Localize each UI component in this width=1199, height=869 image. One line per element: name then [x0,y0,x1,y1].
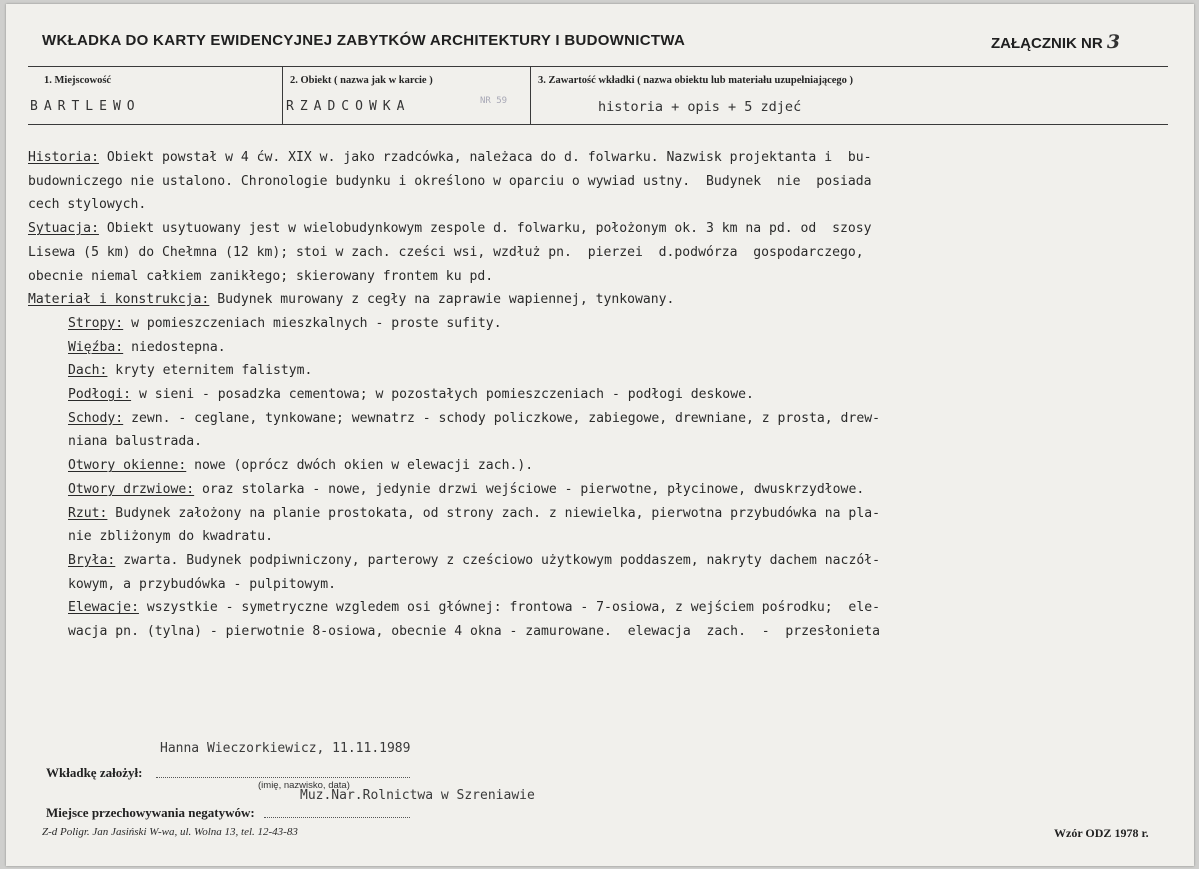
header-rule-top [28,66,1168,67]
section-label: Dach: [68,363,108,379]
annex-number-value: 3 [1106,31,1121,53]
section-text: Budynek założony na planie prostokata, od strony zach. z niewielka, pierwotna przybudówka na pla- [107,505,880,521]
section-label: Otwory drzwiowe: [68,481,195,497]
locality-value: BARTLEWO [30,99,141,114]
section-label: Więźba: [68,339,124,355]
negatives-dotted-line [264,817,410,818]
section-text: niedostepna. [123,339,226,355]
section-text: wacja pn. (tylna) - pierwotnie 8-osiowa, obecnie 4 okna - zamurowane. elewacja zach. - przesłonieta [68,624,880,639]
body-line [28,245,864,260]
header-rule-bottom [28,124,1168,125]
body-line [68,529,273,544]
section-label: Otwory okienne: [68,458,187,474]
body-line [68,600,880,615]
object-label: 2. Obiekt ( nazwa jak w karcie ) [290,75,433,86]
founded-label: Wkładkę założył: [46,765,143,780]
section-text: obecnie niemal całkiem zanikłego; skierowany frontem ku pd. [28,268,494,284]
section-text: nie zbliżonym do kwadratu. [68,529,273,545]
section-label: Schody: [68,410,124,426]
section-label: Sytuacja: [28,221,99,237]
section-label: Rzut: [68,505,108,521]
form-title: WKŁADKA DO KARTY EWIDENCYJNEJ ZABYTKÓW ARCHITEKTURY I BUDOWNICTWA [42,32,686,49]
section-label: Stropy: [68,315,124,331]
locality-label: 1. Miejscowość [44,75,112,86]
body-line [28,292,674,307]
body-line [68,482,864,497]
object-stamp: NR 59 [480,96,508,106]
section-text: zewn. - ceglane, tynkowane; wewnatrz - schody policzkowe, zabiegowe, drewniane, z prosta, drew- [123,410,880,426]
section-label: Elewacje: [68,600,139,616]
record-card [6,4,1194,866]
body-line [28,150,872,165]
field-divider-1 [282,66,283,124]
section-text: Lisewa (5 km) do Chełmna (12 km); stoi w zach. cześci wsi, wzdłuż pn. pierzei d.podwórza gospodarczego, [28,244,864,260]
section-text: w pomieszczeniach mieszkalnych - proste sufity. [123,315,502,331]
body-line [28,197,146,212]
negatives-label: Miejsce przechowywania negatywów: [46,805,255,820]
body-line [68,411,880,426]
body-line [68,340,226,355]
section-text: Obiekt usytuowany jest w wielobudynkowym zespole d. folwarku, położonym ok. 3 km na pd. od szosy [98,221,872,237]
author-entry: Hanna Wieczorkiewicz, 11.11.1989 [160,741,411,756]
form-code: Wzór ODZ 1978 r. [1054,826,1149,840]
section-label: Bryła: [68,552,116,568]
section-text: cech stylowych. [28,197,147,213]
printer-imprint: Z-d Poligr. Jan Jasiński W-wa, ul. Wolna 13, tel. 12-43-83 [42,826,298,838]
body-line [68,387,754,402]
section-label: Podłogi: [68,387,132,402]
section-text: Obiekt powstał w 4 ćw. XIX w. jako rzadcówka, należaca do d. folwarku. Nazwisk projektanta i bu- [98,150,872,165]
section-text: kowym, a przybudówka - pulpitowym. [68,576,337,592]
body-line [68,553,880,568]
annex-label: ZAŁĄCZNIK NR [991,35,1103,52]
annex-number [991,31,1120,53]
contents-value: historia + opis + 5 zdjeć [598,99,802,115]
section-label: Historia: [28,150,99,165]
body-line [68,577,336,592]
contents-label: 3. Zawartość wkładki ( nazwa obiektu lub materiału uzupełniającego ) [538,75,854,86]
body-line [28,221,872,236]
founded-caption: (imię, nazwisko, data) [258,780,350,791]
section-text: budowniczego nie ustalono. Chronologie budynku i określono w oparciu o wywiad ustny. Budynek nie posiada [28,173,872,189]
section-text: Budynek murowany z cegły na zaprawie wapiennej, tynkowany. [209,292,675,308]
body-line [68,434,202,449]
body-line [68,506,880,521]
object-value: RZADCOWKA [286,99,411,114]
section-text: kryty eternitem falistym. [107,363,313,379]
section-text: niana balustrada. [68,434,203,450]
section-label: Materiał i konstrukcja: [28,292,210,308]
section-text: nowe (oprócz dwóch okien w elewacji zach.). [186,458,534,474]
body-line [28,174,872,189]
section-text: zwarta. Budynek podpiwniczony, parterowy z cześciowo użytkowym poddaszem, nakryty dachem naczół- [115,552,880,568]
section-text: oraz stolarka - nowe, jedynie drzwi wejściowe - pierwotne, płycinowe, dwuskrzydłowe. [194,481,865,497]
founded-dotted-line [156,777,410,778]
body-line [68,363,312,378]
body-line [68,624,880,639]
negatives-entry: Muz.Nar.Rolnictwa w Szreniawie [300,788,535,803]
body-line [68,458,533,473]
section-text: wszystkie - symetryczne wzgledem osi głównej: frontowa - 7-osiowa, z wejściem pośrodku; ele- [138,600,880,616]
body-line [68,316,502,331]
field-divider-2 [530,66,531,124]
body-line [28,269,493,284]
section-text: w sieni - posadzka cementowa; w pozostałych pomieszczeniach - podłogi deskowe. [131,387,754,402]
